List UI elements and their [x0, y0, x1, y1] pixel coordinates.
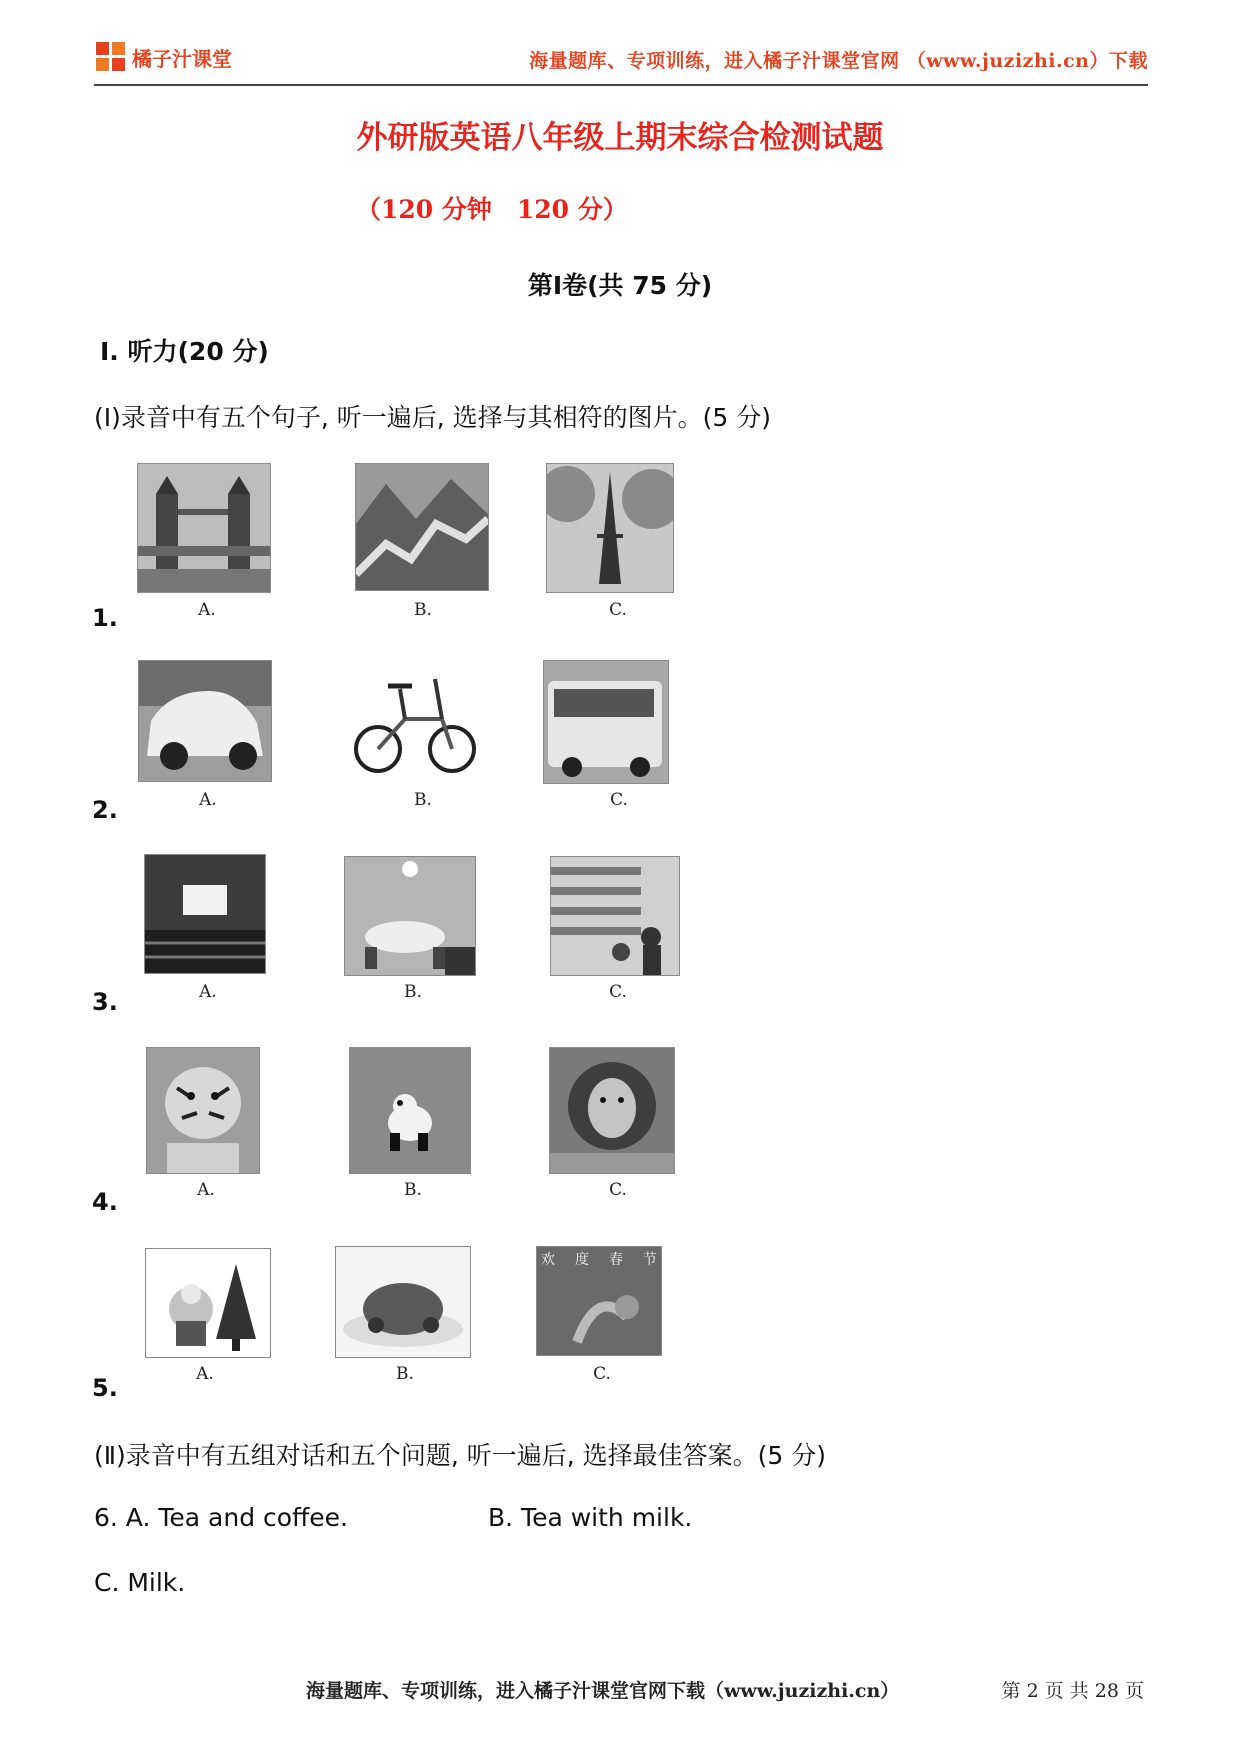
- option-label: C.: [609, 982, 627, 1002]
- exam-subtitle: （120 分钟 120 分）: [356, 195, 628, 224]
- question-number: 3.: [92, 988, 118, 1016]
- option-label: A.: [199, 982, 217, 1002]
- tower-bridge-picture: [137, 463, 271, 593]
- option-label: C.: [593, 1364, 611, 1384]
- restaurant-picture: [344, 856, 476, 976]
- option-label: C.: [609, 1180, 627, 1200]
- spring-festival-picture: [536, 1246, 662, 1356]
- option-label: A.: [199, 790, 217, 810]
- header-slogan: 海量题库、专项训练，进入橘子汁课堂官网 （www.juzizhi.cn）下载: [529, 50, 1148, 72]
- page-number: 第 2 页 共 28 页: [1001, 1680, 1144, 1702]
- bicycle-picture: [350, 664, 480, 780]
- car-picture: [138, 660, 272, 782]
- option-label: C.: [609, 600, 627, 620]
- option-label: B.: [404, 1180, 422, 1200]
- question-number: 2.: [92, 796, 118, 824]
- site-logo[interactable]: [96, 42, 232, 72]
- section-title-listening: Ⅰ. 听力(20 分): [100, 337, 269, 366]
- question-number: 1.: [92, 604, 118, 632]
- option-label: A.: [196, 1364, 214, 1384]
- option-label: A.: [197, 1180, 215, 1200]
- question6-option-a: 6. A. Tea and coffee.: [94, 1503, 348, 1532]
- option-label: C.: [610, 790, 628, 810]
- banner-char: 欢: [541, 1252, 555, 1268]
- tiger-picture: [146, 1047, 260, 1174]
- banner-char: 春: [609, 1252, 623, 1268]
- instruction-part2: (Ⅱ)录音中有五组对话和五个问题, 听一遍后, 选择最佳答案。(5 分): [94, 1441, 826, 1470]
- logo-text: 橘子汁课堂: [132, 46, 232, 71]
- logo-squares-icon: [96, 42, 126, 72]
- panda-picture: [349, 1047, 471, 1174]
- christmas-picture: [145, 1248, 271, 1358]
- banner-char: 节: [643, 1252, 657, 1268]
- bus-picture: [543, 660, 669, 784]
- supermarket-picture: [550, 856, 680, 976]
- part-title: 第Ⅰ卷(共 75 分): [527, 271, 713, 300]
- cinema-picture: [144, 854, 266, 974]
- option-label: B.: [414, 790, 432, 810]
- eiffel-tower-picture: [546, 463, 674, 593]
- lion-picture: [549, 1047, 675, 1174]
- question6-option-c: C. Milk.: [94, 1568, 186, 1597]
- header-divider: [94, 84, 1148, 86]
- option-label: B.: [396, 1364, 414, 1384]
- roast-turkey-picture: [335, 1246, 471, 1358]
- exam-title: 外研版英语八年级上期末综合检测试题: [356, 120, 884, 156]
- option-label: B.: [404, 982, 422, 1002]
- option-label: A.: [198, 600, 216, 620]
- question6-option-b: B. Tea with milk.: [488, 1503, 693, 1532]
- question-number: 4.: [92, 1188, 118, 1216]
- footer-slogan: 海量题库、专项训练，进入橘子汁课堂官网下载（www.juzizhi.cn）: [306, 1680, 900, 1702]
- banner-char: 度: [575, 1252, 589, 1268]
- question-number: 5.: [92, 1374, 118, 1402]
- festival-banner-text: [541, 1249, 657, 1269]
- instruction-part1: (Ⅰ)录音中有五个句子, 听一遍后, 选择与其相符的图片。(5 分): [94, 403, 772, 432]
- option-label: B.: [414, 600, 432, 620]
- great-wall-picture: [355, 463, 489, 591]
